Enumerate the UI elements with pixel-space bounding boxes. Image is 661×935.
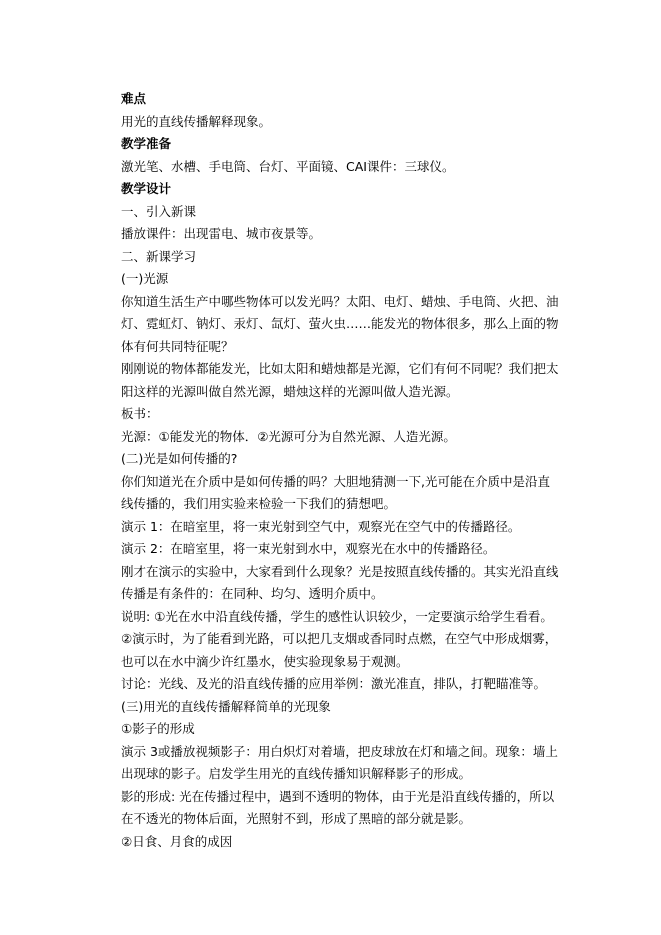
section-intro: 一、引入新课 (121, 203, 197, 219)
heading-difficulty: 难点 (121, 91, 147, 106)
subsection-propagation: (二)光是如何传播的? (121, 451, 238, 466)
heading-preparation: 教学准备 (121, 136, 172, 151)
paragraph-explanation-note: 说明: ①光在水中沿直线传播，学生的感性认识较少，一定要演示给学生看看。②演示时，为了能看到光路，可以把几支烟或香同时点燃，在空气中形成烟雾，也可以在水中滴少许红墨水，使实验现象易于观测。 (121, 608, 558, 669)
paragraph-shadow-explanation: 影的形成: 光在传播过程中，遇到不透明的物体，由于光是沿直线传播的，所以在不透光的物体后面，光照射不到，形成了黑暗的部分就是影。 (121, 788, 555, 826)
paragraph-light-source-question: 你知道生活生产中哪些物体可以发光吗？太阳、电灯、蜡烛、手电筒、火把、油灯、霓虹灯、钠灯、汞灯、氙灯、萤火虫……能发光的物体很多，那么上面的物体有何共同特征呢？ (121, 293, 559, 354)
item-shadow-formation: ①影子的形成 (121, 721, 195, 736)
document-body (121, 88, 561, 853)
paragraph-difficulty-text: 用光的直线传播解释现象。 (121, 113, 272, 129)
paragraph-board-writing: 光源：①能发光的物体．②光源可分为自然光源、人造光源。 (121, 428, 456, 444)
paragraph-light-source-types: 刚刚说的物体都能发光，比如太阳和蜡烛都是光源，它们有何不同呢？我们把太阳这样的光源叫做自然光源，蜡烛这样的光源叫做人造光源。 (121, 361, 559, 399)
paragraph-demo-conclusion: 刚才在演示的实验中，大家看到什么现象？光是按照直线传播的。其实光沿直线传播是有条件的：在同种、均匀、透明介质中。 (121, 563, 559, 601)
heading-design: 教学设计 (121, 181, 172, 196)
subsection-phenomena: (三)用光的直线传播解释简单的光现象 (121, 698, 331, 714)
paragraph-preparation-text: 激光笔、水槽、手电筒、台灯、平面镜、CAI课件：三球仪。 (121, 158, 455, 174)
item-eclipse-cause: ②日食、月食的成因 (121, 833, 233, 849)
paragraph-intro-text: 播放课件：出现雷电、城市夜景等。 (121, 226, 322, 241)
label-board-writing: 板书： (121, 406, 159, 421)
paragraph-demo-2: 演示 2：在暗室里，将一束光射到水中，观察光在水中的传播路径。 (121, 541, 496, 556)
subsection-light-source: (一)光源 (121, 271, 169, 286)
paragraph-propagation-guess: 你们知道光在介质中是如何传播的吗？大胆地猜测一下,光可能在介质中是沿直线传播的，我们用实验来检验一下我们的猜想吧。 (121, 473, 550, 511)
section-new-lesson: 二、新课学习 (121, 248, 197, 264)
paragraph-demo-3: 演示 3或播放视频影子：用白炽灯对着墙，把皮球放在灯和墙之间。现象：墙上出现球的影子。启发学生用光的直线传播知识解释影子的形成。 (121, 743, 558, 781)
paragraph-discussion: 讨论：光线、及光的沿直线传播的应用举例：激光准直，排队，打靶瞄准等。 (121, 676, 547, 691)
paragraph-demo-1: 演示 1：在暗室里，将一束光射到空气中，观察光在空气中的传播路径。 (121, 518, 521, 534)
